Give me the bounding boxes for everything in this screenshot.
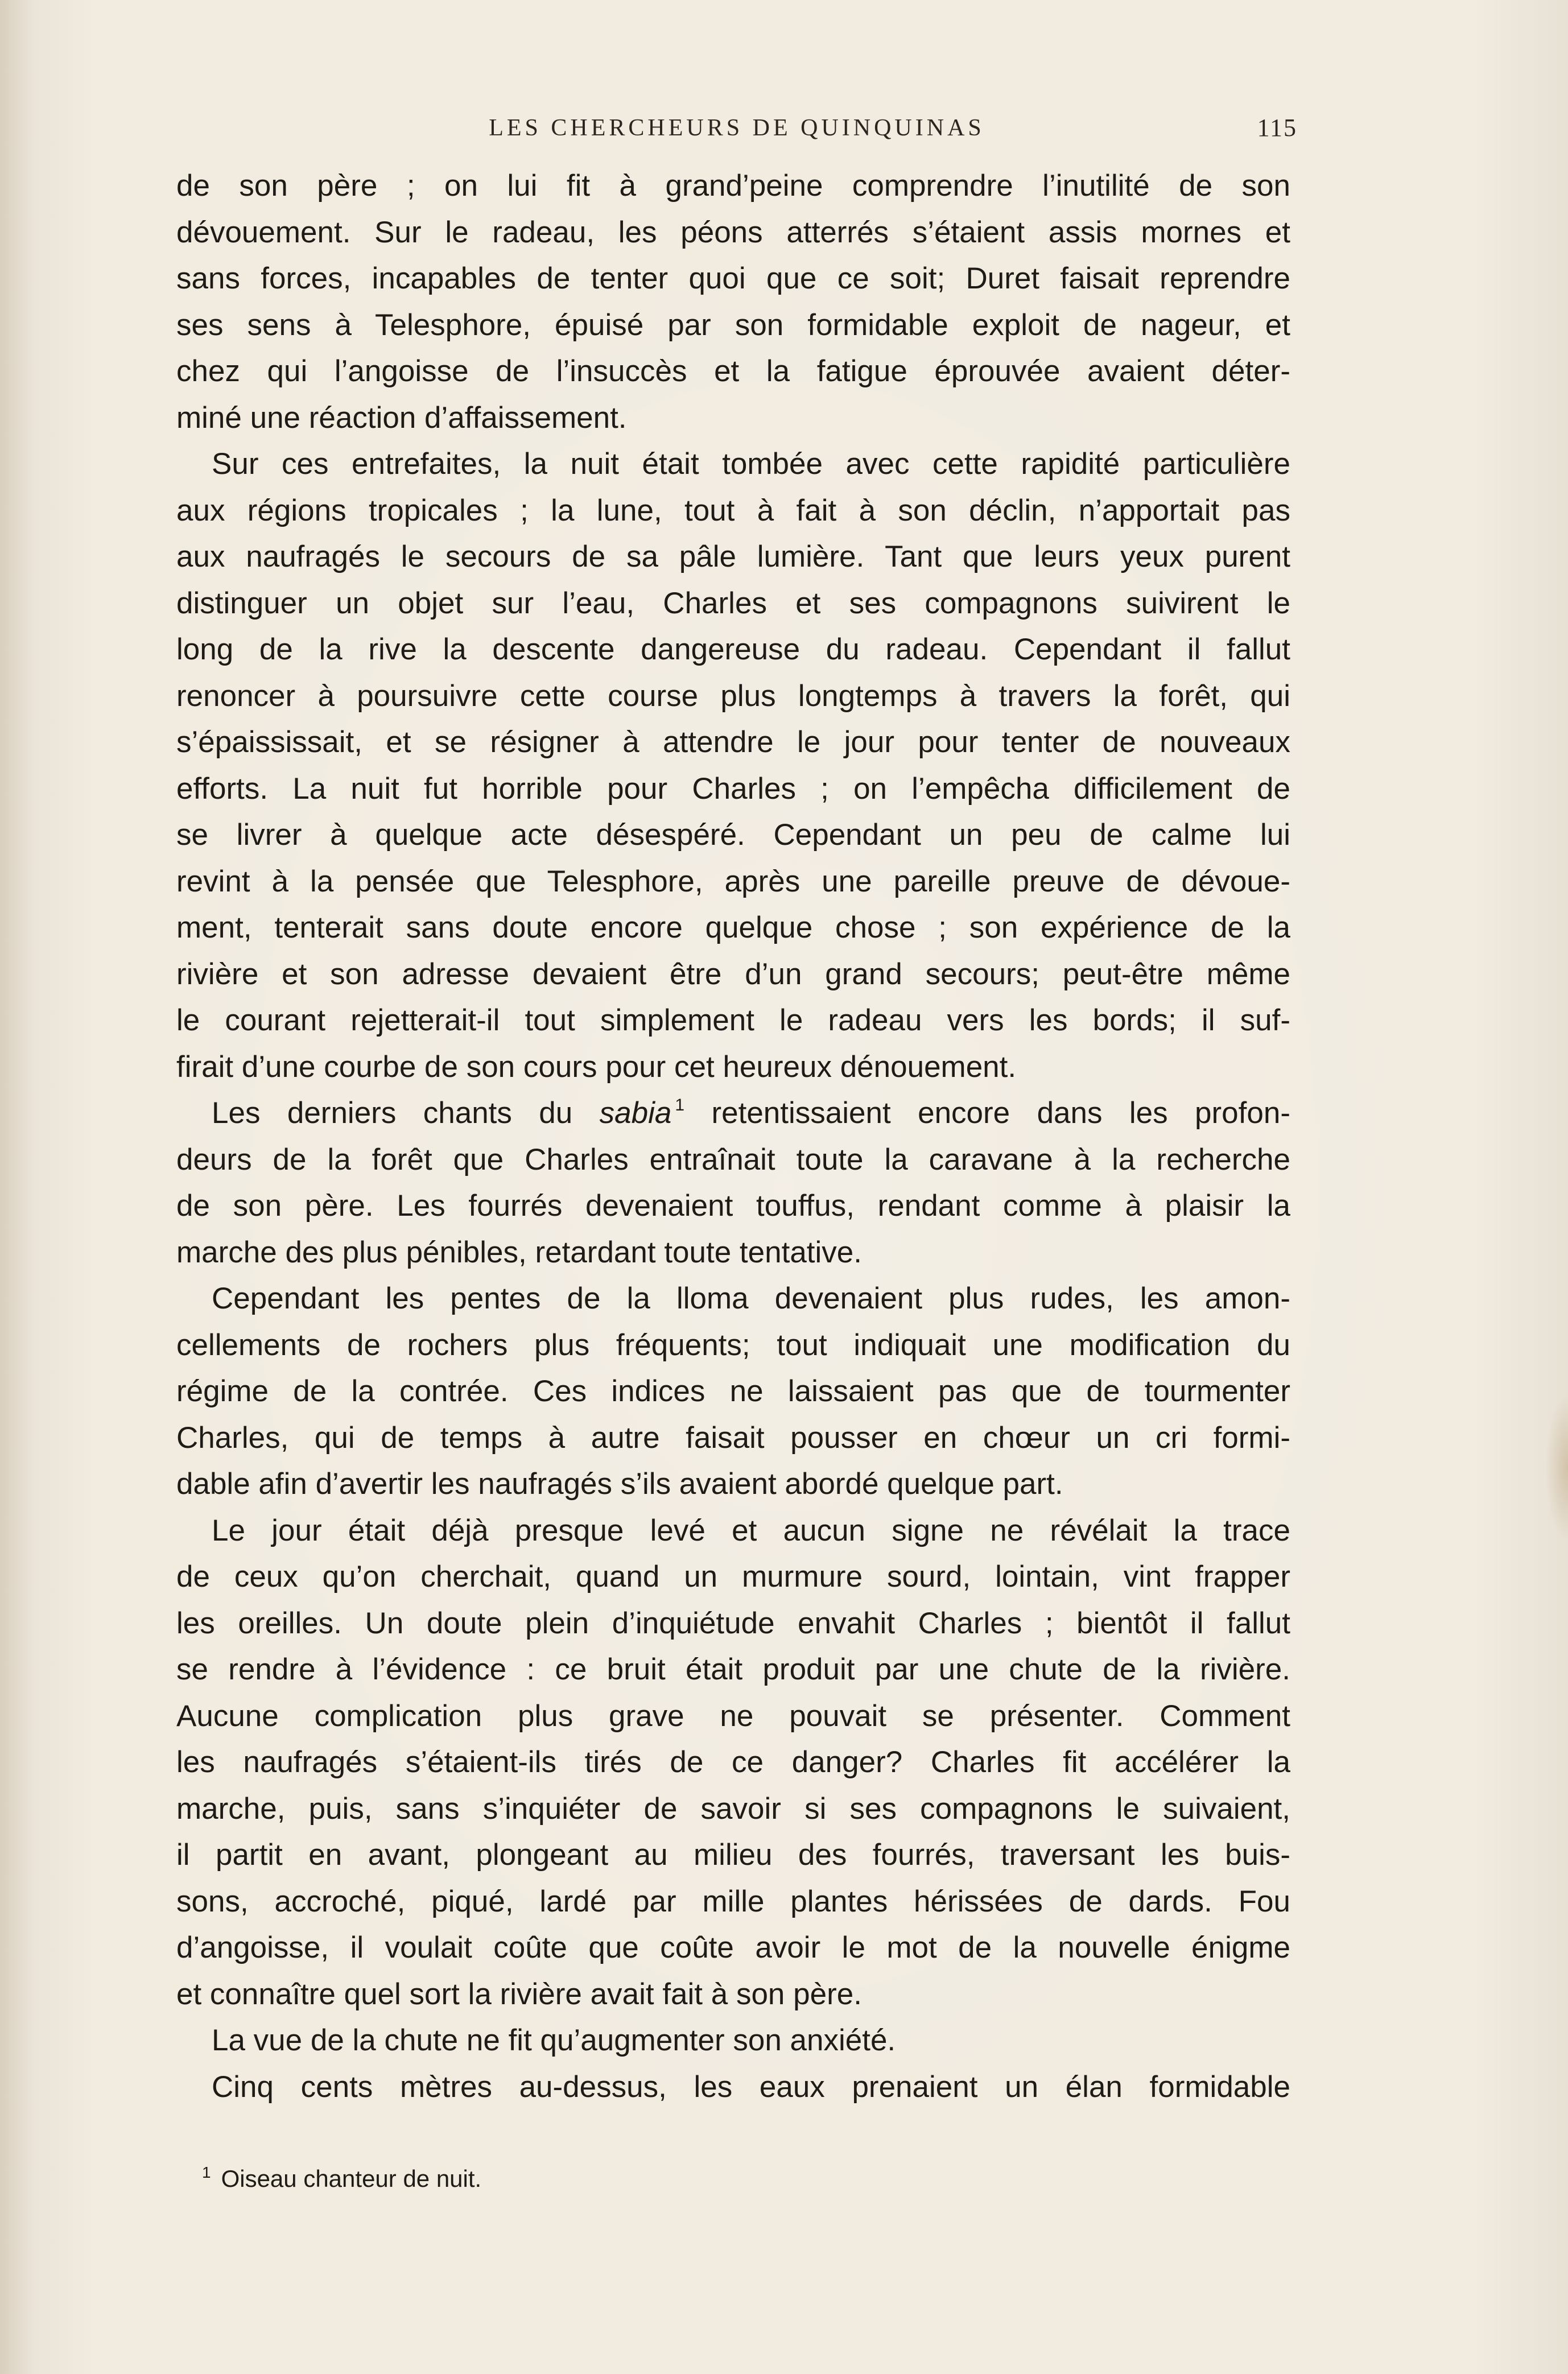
text-line: marche des plus pénibles, retardant toute tentative. xyxy=(176,1235,862,1269)
text-line: et connaître quel sort la rivière avait fait à son père. xyxy=(176,1977,862,2011)
text-line: cellements de rochers plus fréquents; tout indiquait une modification du xyxy=(176,1328,1290,1362)
text-line: renoncer à poursuivre cette course plus longtemps à travers la forêt, qui xyxy=(176,679,1290,713)
page-header xyxy=(176,105,1297,151)
text-line: de son père ; on lui fit à grand’peine comprendre l’inutilité de son xyxy=(176,169,1290,203)
text-line: ment, tenterait sans doute encore quelque chose ; son expérience de la xyxy=(176,911,1290,944)
text-line: firait d’une courbe de son cours pour cet heureux dénouement. xyxy=(176,1050,1017,1084)
text-line: deurs de la forêt que Charles entraînait toute la caravane à la recherche xyxy=(176,1142,1290,1176)
text-line: se livrer à quelque acte désespéré. Cependant un peu de calme lui xyxy=(176,818,1290,852)
text-line: marche, puis, sans s’inquiéter de savoir si ses compagnons le suivaient, xyxy=(176,1791,1290,1826)
text-line: régime de la contrée. Ces indices ne laissaient pas que de tourmenter xyxy=(176,1374,1290,1408)
text-line: de ceux qu’on cherchait, quand un murmure sourd, lointain, vint frapper xyxy=(176,1560,1290,1593)
text-line: aux naufragés le secours de sa pâle lumière. Tant que leurs yeux purent xyxy=(176,540,1290,573)
page-number: 115 xyxy=(1257,114,1297,142)
footnote-text: Oiseau chanteur de nuit. xyxy=(221,2165,482,2192)
footnote-reference: 1 xyxy=(675,1096,685,1114)
page-stain xyxy=(1545,1394,1568,1542)
text-line-with-note xyxy=(176,1090,1290,1137)
text-line: Aucune complication plus grave ne pouvait se présenter. Comment xyxy=(176,1699,1290,1733)
text-segment: retentissaient encore dans les profon- xyxy=(711,1096,1290,1130)
text-line: dable afin d’avertir les naufragés s’ils avaient abordé quelque part. xyxy=(176,1467,1063,1501)
text-line: efforts. La nuit fut horrible pour Charles ; on l’empêcha difficilement de xyxy=(176,771,1290,806)
body-text xyxy=(176,163,1290,2104)
text-line: de son père. Les fourrés devenaient touffus, rendant comme à plaisir la xyxy=(176,1189,1290,1223)
text-line: Sur ces entrefaites, la nuit était tombée avec cette rapidité particulière xyxy=(212,447,1290,481)
text-line: sans forces, incapables de tenter quoi que ce soit; Duret faisait reprendre xyxy=(176,262,1290,295)
text-line: le courant rejetterait-il tout simplement le radeau vers les bords; il suf- xyxy=(176,1004,1290,1037)
running-title: LES CHERCHEURS DE QUINQUINAS xyxy=(489,115,985,141)
text-line: chez qui l’angoisse de l’insuccès et la fatigue éprouvée avaient déter- xyxy=(176,354,1290,388)
text-line: sons, accroché, piqué, lardé par mille plantes hérissées de dards. Fou xyxy=(176,1884,1290,1918)
text-line: les naufragés s’étaient-ils tirés de ce danger? Charles fit accélérer la xyxy=(176,1745,1290,1779)
text-line: Cependant les pentes de la lloma devenaient plus rudes, les amon- xyxy=(212,1282,1290,1315)
text-line: aux régions tropicales ; la lune, tout à fait à son déclin, n’apportait pas xyxy=(176,493,1290,527)
text-line: Le jour était déjà presque levé et aucun signe ne révélait la trace xyxy=(212,1513,1290,1547)
text-line: distinguer un objet sur l’eau, Charles et ses compagnons suivirent le xyxy=(176,586,1290,620)
text-line: dévouement. Sur le radeau, les péons atterrés s’étaient assis mornes et xyxy=(176,215,1290,249)
text-line: Charles, qui de temps à autre faisait pousser en chœur un cri formi- xyxy=(176,1421,1290,1455)
page-edge-shading xyxy=(0,0,34,2374)
text-line: miné une réaction d’affaissement. xyxy=(176,401,627,435)
text-line: s’épaississait, et se résigner à attendre le jour pour tenter de nouveaux xyxy=(176,725,1290,759)
text-line: ses sens à Telesphore, épuisé par son formidable exploit de nageur, et xyxy=(176,308,1290,342)
footnote xyxy=(202,2159,1055,2199)
text-line: revint à la pensée que Telesphore, après une pareille preuve de dévoue- xyxy=(176,864,1290,898)
text-line: Cinq cents mètres au-dessus, les eaux prenaient un élan formidable xyxy=(212,2070,1290,2104)
footnote-mark: 1 xyxy=(202,2164,211,2181)
text-line: La vue de la chute ne fit qu’augmenter son anxiété. xyxy=(212,2024,896,2057)
text-line: long de la rive la descente dangereuse du radeau. Cependant il fallut xyxy=(176,633,1290,666)
text-line: les oreilles. Un doute plein d’inquiétude envahit Charles ; bientôt il fallut xyxy=(176,1606,1290,1640)
text-segment: Les derniers chants du xyxy=(212,1096,573,1130)
text-line: il partit en avant, plongeant au milieu des fourrés, traversant les buis- xyxy=(176,1838,1290,1872)
text-line: rivière et son adresse devaient être d’un grand secours; peut-être même xyxy=(176,957,1290,991)
text-line: se rendre à l’évidence : ce bruit était produit par une chute de la rivière. xyxy=(176,1653,1290,1686)
text-line: d’angoisse, il voulait coûte que coûte avoir le mot de la nouvelle énigme xyxy=(176,1931,1290,1964)
italic-term: sabia xyxy=(599,1096,672,1130)
